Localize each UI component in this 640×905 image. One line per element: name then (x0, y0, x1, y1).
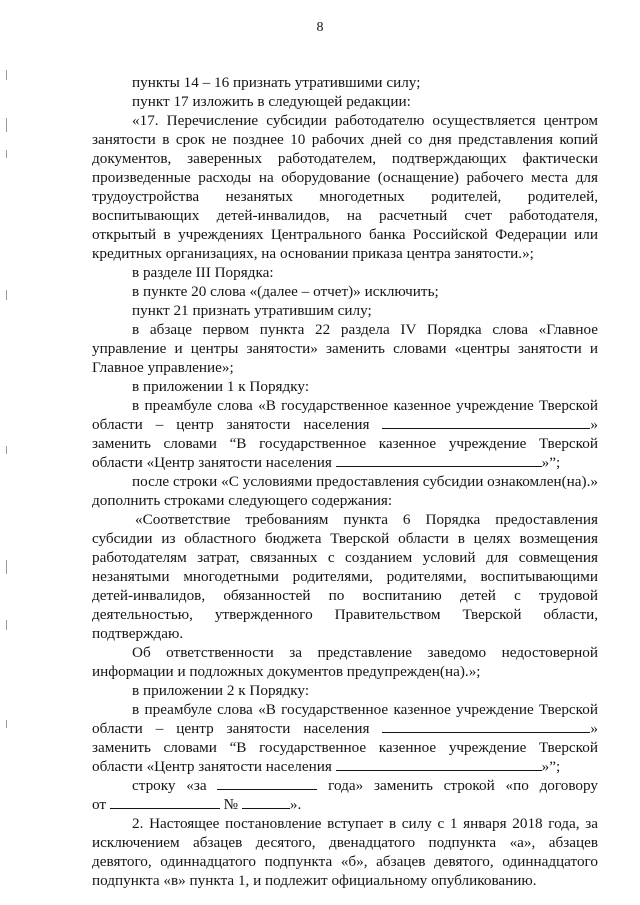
paragraph-items-14-16: пункты 14 – 16 признать утратившими силу; (132, 74, 421, 91)
blank-field (382, 719, 590, 733)
paragraph-22-line: управление и центры занятости» заменить словами «центры занятости и (92, 340, 598, 357)
paragraph-item-20: в пункте 20 слова «(далее – отчет)» исключить; (132, 283, 439, 300)
paragraph-17-line: занятости в срок не позднее 10 рабочих дней со дня представления копий (92, 131, 598, 148)
responsibility-line: Об ответственности за представление заведомо недостоверной (132, 644, 598, 661)
final-paragraph-line: девятого, одиннадцатого подпункта «б», абзацев девятого, одиннадцатого (92, 853, 598, 870)
blank-field (382, 415, 590, 429)
blank-field (110, 795, 220, 809)
paragraph-after-line: дополнить строками следующего содержания: (92, 492, 393, 509)
compliance-line: работодателям затрат, связанных с созданием условий для совмещения (92, 549, 598, 566)
compliance-line: подтверждаю. (92, 625, 184, 642)
paragraph-after-line: после строки «С условиями предоставления субсидии ознакомлен(на).» (132, 473, 598, 490)
annex-1-preamble-line: области «Центр занятости населения »”; (92, 454, 561, 471)
blank-field (336, 757, 542, 771)
blank-field (336, 453, 542, 467)
compliance-line: субсидии из областного бюджета Тверской области в целях возмещения (92, 530, 598, 547)
compliance-line: детей-инвалидов, обязанностей по воспитанию детей с трудовой (92, 587, 598, 604)
annex-1-preamble-line: заменить словами “В государственное казенное учреждение Тверской (92, 435, 598, 452)
final-paragraph-line: подпункта «в» пункта 1, и подлежит официальному опубликованию. (92, 872, 537, 889)
paragraph-17-line: трудоустройства незанятых многодетных родителей, родителей, (92, 188, 598, 205)
final-paragraph-line: исключением абзацев десятого, двенадцатого подпункта «а», абзацев (92, 834, 598, 851)
compliance-line: незанятыми многодетными родителями, родителями, воспитывающими (92, 568, 598, 585)
paragraph-section-3: в разделе III Порядка: (132, 264, 274, 281)
annex-2-preamble-line: в преамбуле слова «В государственное казенное учреждение Тверской (132, 701, 598, 718)
compliance-line: деятельностью, утвержденного Правительством Тверской области, (92, 606, 598, 623)
paragraph-17-line: кредитных организациях, на основании приказа центра занятости.»; (92, 245, 534, 262)
paragraph-item-17-intro: пункт 17 изложить в следующей редакции: (132, 93, 411, 110)
paragraph-annex-2-intro: в приложении 2 к Порядку: (132, 682, 310, 699)
annex-1-preamble-line: в преамбуле слова «В государственное казенное учреждение Тверской (132, 397, 598, 414)
paragraph-annex-1-intro: в приложении 1 к Порядку: (132, 378, 310, 395)
page-number: 8 (316, 20, 324, 35)
row-replacement-line: от № ». (92, 796, 302, 813)
annex-2-preamble-line: области «Центр занятости населения »”; (92, 758, 561, 775)
final-paragraph-line: 2. Настоящее постановление вступает в силу с 1 января 2018 года, за (132, 815, 598, 832)
paragraph-17-line: «17. Перечисление субсидии работодателю осуществляется центром (132, 112, 598, 129)
document-body (92, 73, 598, 890)
responsibility-line: информации и подложных документов предупрежден(на).»; (92, 663, 481, 680)
paragraph-17-line: документов, заверенных работодателем, подтверждающих фактически (92, 150, 598, 167)
paragraph-item-21: пункт 21 признать утратившим силу; (132, 302, 372, 319)
row-replacement-line: строку «за года» заменить строкой «по договору (132, 777, 598, 794)
annex-1-preamble-line: области – центр занятости населения » (92, 416, 598, 433)
paragraph-17-line: воспитывающих детей-инвалидов, на расчетный счет работодателя, (92, 207, 598, 224)
blank-field (217, 776, 317, 790)
paragraph-17-line: произведенные расходы на оборудование (оснащение) рабочего места для (92, 169, 598, 186)
compliance-line: «Соответствие требованиям пункта 6 Порядка предоставления (135, 511, 598, 528)
paragraph-22-line: Главное управление»; (92, 359, 234, 376)
annex-2-preamble-line: области – центр занятости населения » (92, 720, 598, 737)
annex-2-preamble-line: заменить словами “В государственное казенное учреждение Тверской (92, 739, 598, 756)
scan-margin-marks (6, 0, 12, 905)
paragraph-22-line: в абзаце первом пункта 22 раздела IV Порядка слова «Главное (132, 321, 598, 338)
paragraph-17-line: открытый в учреждениях Центрального банка Российской Федерации или (92, 226, 598, 243)
blank-field (242, 795, 290, 809)
